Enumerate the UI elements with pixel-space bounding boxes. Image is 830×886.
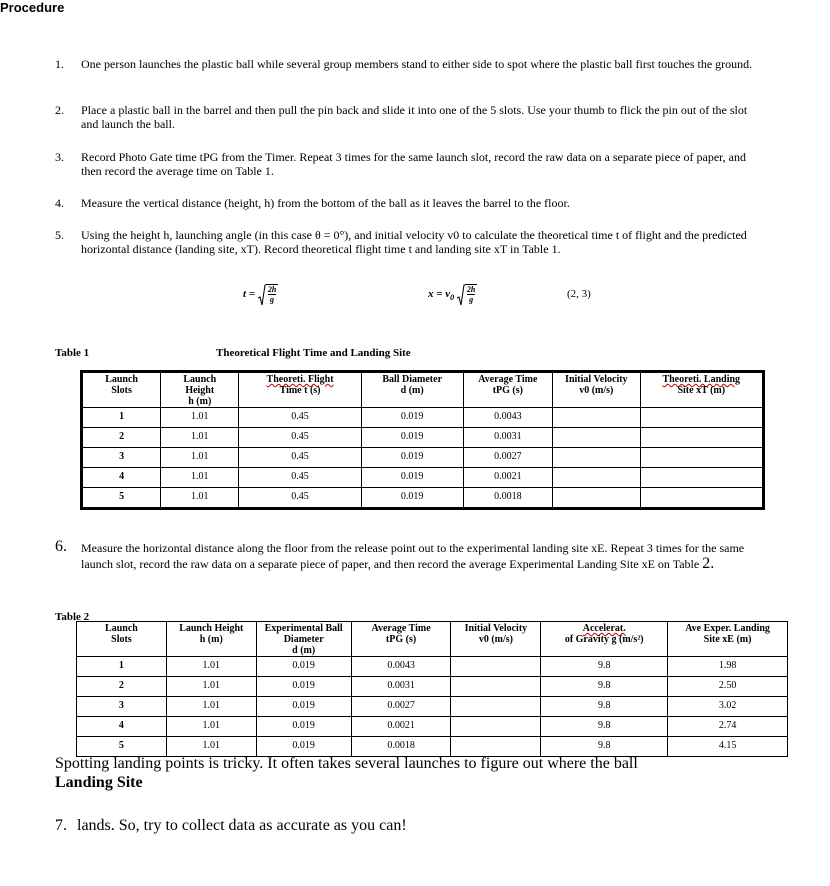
table-cell: 4.15 [668,737,788,757]
table-cell [451,677,541,697]
procedure-heading: Procedure [0,0,65,15]
header-line: Theoreti. Flight [266,374,334,385]
step-text: Record Photo Gate time tPG from the Timer. Repeat 3 times for the same launch slot, record the raw data on a separate piece of paper, and then record the average time on Table 1. [81,150,746,178]
sqrt-2h-over-g [258,284,278,305]
table-cell: 3 [83,448,161,468]
footer-line-2: Landing Site [55,774,143,791]
table-cell: 2 [83,428,161,448]
table-cell: 0.45 [239,428,361,448]
table-row [77,697,788,717]
table-cell: 1.01 [166,677,256,697]
header-line: v0 (m/s) [579,385,614,396]
header-line: Launch [105,623,138,634]
column-header [541,622,668,657]
frac-numerator: 2h [267,285,277,294]
table-row [77,657,788,677]
step-number: 5. [55,228,64,242]
table-row [83,468,763,488]
step-7-text: lands. So, try to collect data as accurate as you can! [77,817,407,834]
header-line: Launch [105,374,138,385]
header-line: Initial Velocity [464,623,528,634]
table-cell: 1.01 [166,657,256,677]
table-row [83,488,763,508]
table-cell: 0.0031 [351,677,451,697]
table-cell: 2.50 [668,677,788,697]
step-7 [55,817,407,835]
table-row [83,428,763,448]
step-number: 3. [55,150,64,164]
table-cell: 3.02 [668,697,788,717]
table-cell [553,428,640,448]
column-header [668,622,788,657]
header-line: Ball Diameter [382,374,443,385]
table-cell: 0.0043 [463,408,553,428]
time-formula-lhs: t = [243,288,256,301]
table-cell: 0.45 [239,488,361,508]
table-cell: 0.019 [256,717,351,737]
table-cell: 0.0018 [463,488,553,508]
table-cell: 1.01 [166,717,256,737]
table-cell: 0.45 [239,468,361,488]
table-cell: 1.01 [161,468,239,488]
header-line: tPG (s) [492,385,523,396]
table-cell: 9.8 [541,657,668,677]
header-line: tPG (s) [385,634,417,645]
table-cell [553,468,640,488]
header-line: Experimental Ball Diameter [264,623,343,645]
frac-numerator: 2h [466,285,476,294]
table-cell: 1.01 [161,488,239,508]
table-cell: 0.45 [239,408,361,428]
table-cell: 1.01 [161,408,239,428]
table-cell: 0.019 [256,657,351,677]
header-line: Site xT (m) [677,385,726,396]
distance-formula [428,284,477,305]
step-text: Using the height h, launching angle (in this case θ = 0°), and initial velocity v0 to calculate the theoretical time t of flight and the predicted horizontal distance (landing site, xT). Record theoretical flight time t and landing site xT in Table 1. [81,228,747,256]
table-cell: 1.01 [161,428,239,448]
header-line: d (m) [292,645,316,656]
table-cell: 4 [77,717,167,737]
header-line: Average Time [478,374,538,385]
header-line: v0 (m/s) [478,634,513,645]
distance-formula-lhs: x = v [428,288,451,301]
table-cell: 0.45 [239,448,361,468]
frac-denominator: g [469,295,474,304]
table2 [76,621,788,757]
table-cell: 0.0043 [351,657,451,677]
column-header [553,373,640,408]
table-row [83,408,763,428]
header-line: d (m) [400,385,424,396]
table-cell: 0.0021 [351,717,451,737]
table-cell: 4 [83,468,161,488]
table-cell: 1.98 [668,657,788,677]
step-text: One person launches the plastic ball while several group members stand to either side to spot where the plastic ball first touches the ground. [81,57,753,71]
header-line: Time t (s) [279,385,321,396]
step-text: Measure the vertical distance (height, h) from the bottom of the ball as it leaves the barrel to the floor. [81,196,570,210]
header-line: Launch Height [179,623,244,634]
column-header [351,622,451,657]
table-row [77,677,788,697]
table-cell: 1.01 [161,448,239,468]
column-header [640,373,762,408]
step-text: Place a plastic ball in the barrel and then pull the pin back and slide it into one of the 5 slots. Use your thumb to flick the pin out of the slot and launch the ball. [81,103,748,131]
radical-icon [258,284,266,306]
header-line: Slots [111,385,132,396]
table-cell: 9.8 [541,677,668,697]
table-cell: 5 [77,737,167,757]
table-cell [640,408,762,428]
header-line: h (m) [188,396,212,407]
column-header [256,622,351,657]
header-line: Slots [111,634,132,645]
table-row [83,448,763,468]
column-header [463,373,553,408]
column-header [361,373,463,408]
table-cell [553,488,640,508]
table-cell: 0.019 [361,468,463,488]
table-cell: 0.019 [361,448,463,468]
table-cell [553,408,640,428]
header-line: Site xE (m) [703,634,752,645]
table-cell [451,657,541,677]
table-cell: 0.019 [256,737,351,757]
table2-header-row [77,622,788,657]
table-cell: 0.0031 [463,428,553,448]
table-cell [640,448,762,468]
header-line: Initial Velocity [565,374,628,385]
table1-title: Theoretical Flight Time and Landing Site [216,347,411,359]
frac-denominator: g [270,295,275,304]
table-cell: 2 [77,677,167,697]
step-7-number: 7. [55,817,67,834]
header-line: Launch [183,374,217,385]
table-cell: 3 [77,697,167,717]
table-cell: 0.019 [361,408,463,428]
step-number: 1. [55,57,64,71]
footer-line-1: Spotting landing points is tricky. It often takes several launches to figure out where the ball [55,755,638,772]
table-cell [553,448,640,468]
header-line: Accelerat. [582,623,626,634]
header-line: Theoreti. Landing [662,374,741,385]
sqrt-2h-over-g-2 [457,284,477,305]
table1 [82,372,763,508]
table-cell: 9.8 [541,697,668,717]
table-cell: 0.019 [361,488,463,508]
equation-reference: (2, 3) [567,288,591,300]
column-header [239,373,361,408]
table1-header-row [83,373,763,408]
table2-label: Table 2 [55,611,90,623]
table-cell [451,717,541,737]
table-cell: 0.0018 [351,737,451,757]
column-header [451,622,541,657]
table-cell: 0.0027 [463,448,553,468]
table-cell: 9.8 [541,717,668,737]
step-6-text: Measure the horizontal distance along the floor from the release point out to the experimental landing site xE. Repeat 3 times for the same launch slot, record the raw data on a separate piece of paper, and then record the average Experimental Landing Site xE on Table [81,541,745,571]
radical-icon [457,284,465,306]
header-line: Ave Exper. Landing [685,623,770,634]
column-header [83,373,161,408]
v0-subscript: 0 [450,293,455,303]
table-cell: 1 [83,408,161,428]
header-line: Height [185,385,215,396]
table-cell [640,428,762,448]
header-line: Average Time [371,623,431,634]
table-cell: 1.01 [166,697,256,717]
header-line: of Gravity g (m/s²) [564,634,644,645]
table-cell: 0.019 [256,677,351,697]
table-cell: 0.0027 [351,697,451,717]
table-cell: 2.74 [668,717,788,737]
table-cell: 1.01 [166,737,256,757]
column-header [77,622,167,657]
column-header [161,373,239,408]
table-row [77,717,788,737]
table-cell [451,697,541,717]
table-cell: 9.8 [541,737,668,757]
table1-label: Table 1 [55,347,90,359]
table-cell: 0.019 [256,697,351,717]
step-number: 2. [55,103,64,117]
step-6-table-ref: 2. [702,555,715,572]
time-formula [243,284,278,305]
header-line: h (m) [199,634,223,645]
footer-note [55,754,638,792]
table-cell [640,488,762,508]
table-cell [640,468,762,488]
table-cell: 0.019 [361,428,463,448]
table-cell: 1 [77,657,167,677]
step-number: 4. [55,196,64,210]
table-cell: 5 [83,488,161,508]
step-6-number: 6. [55,538,67,555]
column-header [166,622,256,657]
table-cell: 0.0021 [463,468,553,488]
